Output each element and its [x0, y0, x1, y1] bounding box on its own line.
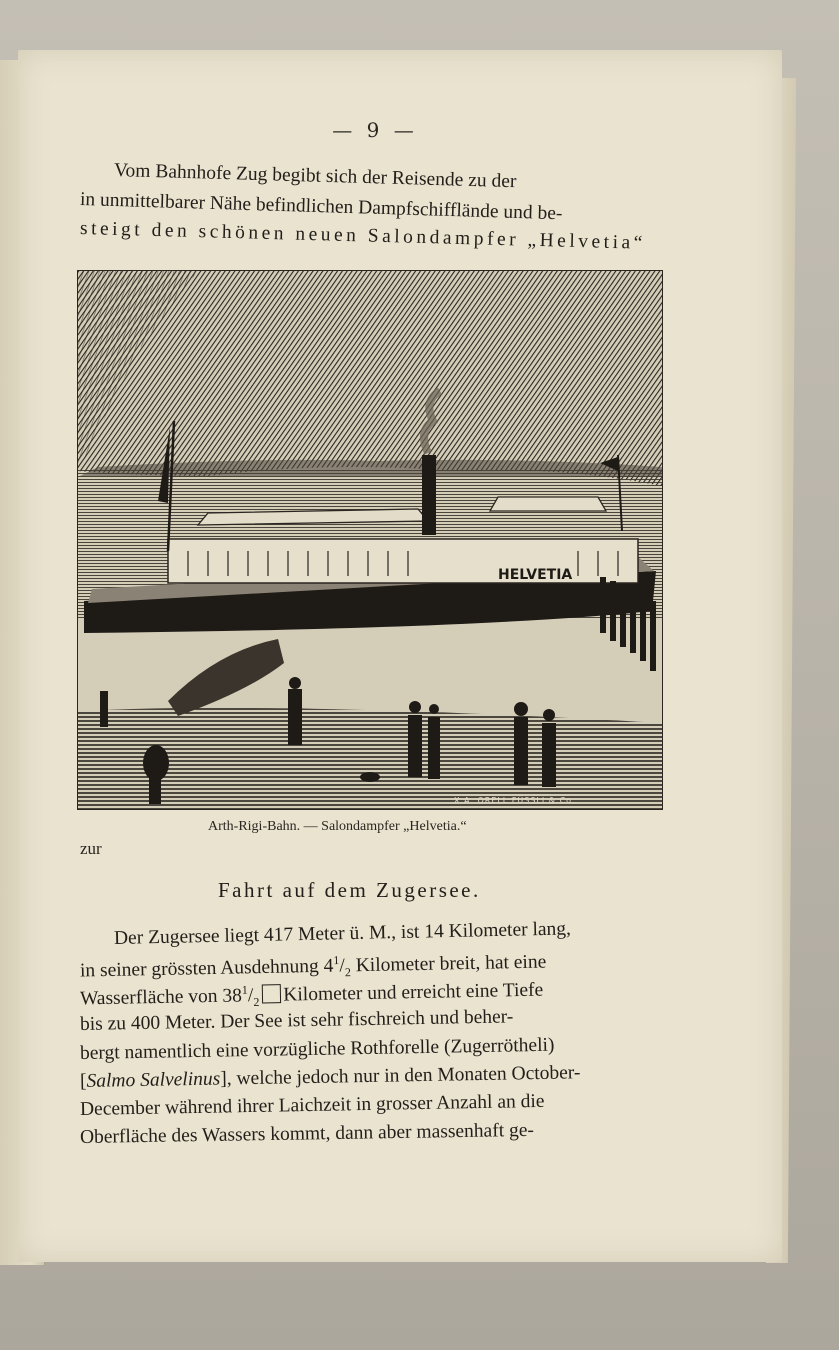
fraction-denominator: 2 [253, 994, 260, 1010]
line2-text-b: Kilometer breit, hat eine [350, 951, 547, 977]
paragraph-line-8: Oberfläche des Wassers kommt, dann aber massenhaft ge- [79, 1119, 535, 1148]
fraction-numerator: 1 [333, 953, 340, 968]
figure-caption: Arth-Rigi-Bahn. — Salondampfer „Helvetia.“ [208, 819, 467, 834]
ship-name-label: HELVETIA [498, 567, 573, 583]
continuation-word: zur [80, 839, 102, 858]
line3-text-a: Wasserfläche von 38 [79, 985, 243, 1010]
engraving-art [78, 271, 662, 809]
intro-line-3: steigt den schönen neuen Salondampfer „Helvetia“ [79, 218, 647, 254]
steamer-engraving [77, 270, 663, 810]
paragraph-line-4: bis zu 400 Meter. Der See ist sehr fischreich und beher- [79, 1006, 514, 1035]
line3-text-b: Kilometer und erreicht eine Tiefe [283, 979, 544, 1006]
intro-line-1: Vom Bahnhofe Zug begibt sich der Reisende zu der [113, 160, 517, 193]
latin-name: Salmo Salvelinus [86, 1068, 221, 1092]
line2-text-a: in seiner grössten Ausdehnung 4 [79, 955, 334, 982]
fraction-numerator: 1 [241, 982, 248, 997]
intro-line-2: in unmittelbarer Nähe befindlichen Dampfschifflände und be- [79, 189, 563, 225]
line6-text: ], welche jedoch nur in den Monaten October- [220, 1062, 581, 1090]
paragraph-line-7: December während ihrer Laichzeit in grosser Anzahl an die [79, 1090, 545, 1120]
paragraph-line-5: bergt namentlich eine vorzügliche Rothforelle (Zugerrötheli) [79, 1034, 555, 1064]
fraction-denominator: 2 [344, 965, 352, 980]
engraver-signature: X.A. ORELL FÜSSLI & Co. [454, 796, 576, 805]
awning-aft [490, 497, 606, 511]
section-heading: Fahrt auf dem Zugersee. [218, 878, 481, 902]
paragraph-line-1: Der Zugersee liegt 417 Meter ü. M., ist 14 Kilometer lang, [113, 918, 572, 949]
funnel [422, 455, 436, 535]
page-number: — 9 — [332, 118, 418, 142]
square-unit-icon [262, 984, 281, 1003]
paragraph-line-3: Wasserfläche von $38^1/_2$ Kilometer und erreicht eine Tiefe [79, 979, 544, 1010]
bracket-open: [ [79, 1070, 87, 1092]
paragraph-line-2: in seiner grössten Ausdehnung $4^1/_2$ Kilometer breit, hat eine [79, 951, 547, 982]
